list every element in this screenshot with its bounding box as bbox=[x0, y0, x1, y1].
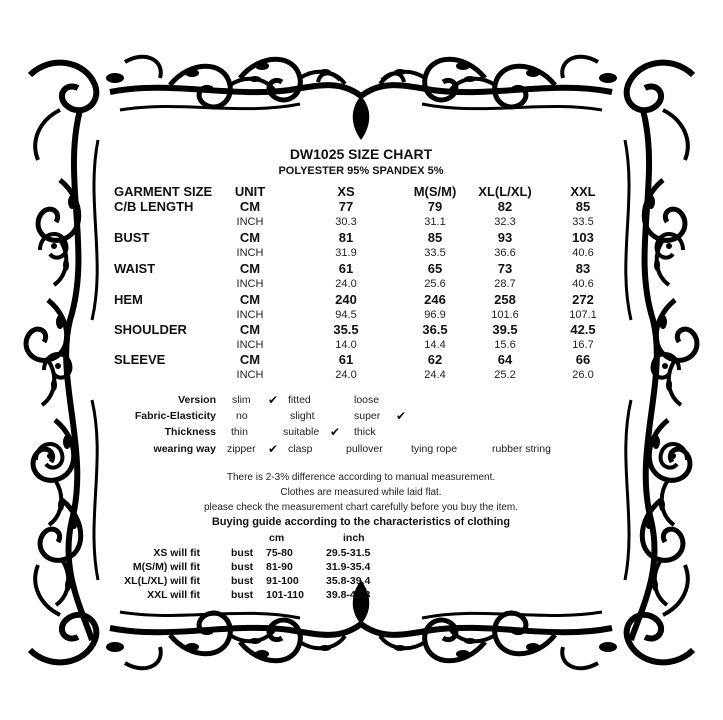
option-fitted: fitted bbox=[288, 394, 311, 406]
cell-inch: 101.6 bbox=[491, 309, 519, 321]
row-label-shoulder: SHOULDER bbox=[114, 322, 187, 337]
option-thin: thin bbox=[231, 426, 248, 438]
unit-cm: CM bbox=[239, 199, 261, 214]
unit-cm: CM bbox=[239, 322, 261, 337]
cell-inch: 107.1 bbox=[569, 309, 597, 321]
unit-cm: CM bbox=[239, 261, 261, 276]
cell-cm: 85 bbox=[427, 230, 443, 245]
guide-row-label: XS will fit bbox=[153, 547, 200, 559]
cell-inch: 33.5 bbox=[424, 247, 446, 259]
row-label-waist: WAIST bbox=[114, 261, 156, 276]
cell-cm: 79 bbox=[427, 199, 443, 214]
feature-label-thickness: Thickness bbox=[164, 426, 216, 438]
cell-cm: 36.5 bbox=[422, 322, 448, 337]
cell-cm: 246 bbox=[424, 292, 446, 307]
cell-cm: 82 bbox=[497, 199, 513, 214]
cell-inch: 30.3 bbox=[335, 216, 357, 228]
cell-inch: 14.0 bbox=[335, 339, 357, 351]
unit-inch: INCH bbox=[236, 309, 264, 321]
option-slim: slim bbox=[232, 394, 251, 406]
cell-inch: 16.7 bbox=[572, 339, 594, 351]
cell-cm: 77 bbox=[338, 199, 354, 214]
option-pullover: pullover bbox=[346, 443, 383, 455]
cell-inch: 31.1 bbox=[424, 216, 446, 228]
unit-inch: INCH bbox=[236, 278, 264, 290]
cell-cm: 42.5 bbox=[570, 322, 596, 337]
header-garment-size: GARMENT SIZE bbox=[114, 184, 213, 199]
header-size-xxl: XXL bbox=[570, 184, 596, 199]
check-mark-icon: ✔ bbox=[268, 393, 279, 407]
cell-cm: 240 bbox=[335, 292, 357, 307]
header-size-m: M(S/M) bbox=[413, 184, 457, 199]
feature-label-elasticity: Fabric-Elasticity bbox=[134, 410, 216, 422]
option-loose: loose bbox=[354, 394, 380, 406]
cell-inch: 26.0 bbox=[572, 369, 594, 381]
header-size-xs: XS bbox=[337, 184, 355, 199]
cell-cm: 93 bbox=[497, 230, 513, 245]
cell-inch: 14.4 bbox=[424, 339, 446, 351]
note-line: Clothes are measured while laid flat. bbox=[280, 487, 442, 498]
guide-row-label: XXL will fit bbox=[147, 589, 200, 601]
option-no: no bbox=[236, 410, 248, 422]
guide-row-cm: 91-100 bbox=[266, 575, 299, 587]
cell-inch: 96.9 bbox=[424, 309, 446, 321]
cell-cm: 258 bbox=[494, 292, 516, 307]
guide-row-part: bust bbox=[231, 561, 254, 573]
guide-row-inch: 35.8-39.4 bbox=[326, 575, 371, 587]
cell-cm: 62 bbox=[427, 352, 443, 367]
cell-inch: 28.7 bbox=[494, 278, 516, 290]
cell-inch: 15.6 bbox=[494, 339, 516, 351]
guide-col-cm: cm bbox=[269, 532, 285, 544]
note-line: There is 2-3% difference according to manual measurement. bbox=[226, 472, 496, 483]
option-clasp: clasp bbox=[288, 443, 313, 455]
header-unit: UNIT bbox=[234, 184, 266, 199]
cell-inch: 24.4 bbox=[424, 369, 446, 381]
buying-guide-title: Buying guide according to the characteristics of clothing bbox=[211, 516, 511, 528]
unit-inch: INCH bbox=[236, 369, 264, 381]
guide-row-label: XL(L/XL) will fit bbox=[124, 575, 200, 587]
cell-cm: 66 bbox=[575, 352, 591, 367]
cell-inch: 94.5 bbox=[335, 309, 357, 321]
guide-row-cm: 81-90 bbox=[266, 561, 293, 573]
cell-cm: 83 bbox=[575, 261, 591, 276]
unit-inch: INCH bbox=[236, 216, 264, 228]
guide-row-part: bust bbox=[231, 589, 254, 601]
guide-row-label: M(S/M) will fit bbox=[132, 561, 200, 573]
unit-cm: CM bbox=[239, 352, 261, 367]
cell-cm: 65 bbox=[427, 261, 443, 276]
unit-cm: CM bbox=[239, 292, 261, 307]
guide-row-inch: 29.5-31.5 bbox=[326, 547, 371, 559]
option-tying-rope: tying rope bbox=[411, 443, 458, 455]
cell-cm: 73 bbox=[497, 261, 513, 276]
note-line: please check the measurement chart carefully before you buy the item. bbox=[203, 502, 519, 513]
feature-label-wearing-way: wearing way bbox=[153, 443, 216, 455]
guide-row-cm: 75-80 bbox=[266, 547, 293, 559]
row-label-cb-length: C/B LENGTH bbox=[114, 199, 194, 214]
unit-inch: INCH bbox=[236, 339, 264, 351]
guide-row-cm: 101-110 bbox=[266, 589, 304, 601]
row-label-bust: BUST bbox=[114, 230, 150, 245]
header-size-xl: XL(L/XL) bbox=[478, 184, 532, 199]
cell-cm: 85 bbox=[575, 199, 591, 214]
cell-inch: 31.9 bbox=[335, 247, 357, 259]
cell-cm: 103 bbox=[572, 230, 594, 245]
feature-label-version: Version bbox=[178, 394, 216, 406]
check-mark-icon: ✔ bbox=[268, 442, 279, 456]
cell-inch: 40.6 bbox=[572, 247, 594, 259]
option-rubber-string: rubber string bbox=[492, 443, 551, 455]
chart-title: DW1025 SIZE CHART bbox=[289, 146, 433, 162]
row-label-sleeve: SLEEVE bbox=[114, 352, 166, 367]
cell-inch: 25.6 bbox=[424, 278, 446, 290]
guide-row-inch: 31.9-35.4 bbox=[326, 561, 371, 573]
option-super: super bbox=[354, 410, 381, 422]
cell-inch: 36.6 bbox=[494, 247, 516, 259]
cell-cm: 272 bbox=[572, 292, 594, 307]
unit-cm: CM bbox=[239, 230, 261, 245]
option-suitable: suitable bbox=[283, 426, 320, 438]
cell-inch: 24.0 bbox=[335, 278, 357, 290]
fabric-composition: POLYESTER 95% SPANDEX 5% bbox=[278, 165, 444, 177]
cell-cm: 61 bbox=[338, 352, 354, 367]
cell-cm: 64 bbox=[497, 352, 513, 367]
cell-cm: 81 bbox=[338, 230, 354, 245]
cell-cm: 35.5 bbox=[333, 322, 359, 337]
guide-row-part: bust bbox=[231, 547, 254, 559]
check-mark-icon: ✔ bbox=[396, 409, 407, 423]
guide-col-inch: inch bbox=[343, 532, 365, 544]
cell-inch: 25.2 bbox=[494, 369, 516, 381]
option-thick: thick bbox=[354, 426, 376, 438]
cell-cm: 39.5 bbox=[492, 322, 518, 337]
check-mark-icon: ✔ bbox=[330, 425, 341, 439]
cell-inch: 32.3 bbox=[494, 216, 516, 228]
guide-row-inch: 39.8-43.3 bbox=[326, 589, 371, 601]
option-slight: slight bbox=[290, 410, 315, 422]
row-label-hem: HEM bbox=[114, 292, 143, 307]
cell-cm: 61 bbox=[338, 261, 354, 276]
option-zipper: zipper bbox=[227, 443, 256, 455]
cell-inch: 24.0 bbox=[335, 369, 357, 381]
guide-row-part: bust bbox=[231, 575, 254, 587]
unit-inch: INCH bbox=[236, 247, 264, 259]
cell-inch: 40.6 bbox=[572, 278, 594, 290]
cell-inch: 33.5 bbox=[572, 216, 594, 228]
